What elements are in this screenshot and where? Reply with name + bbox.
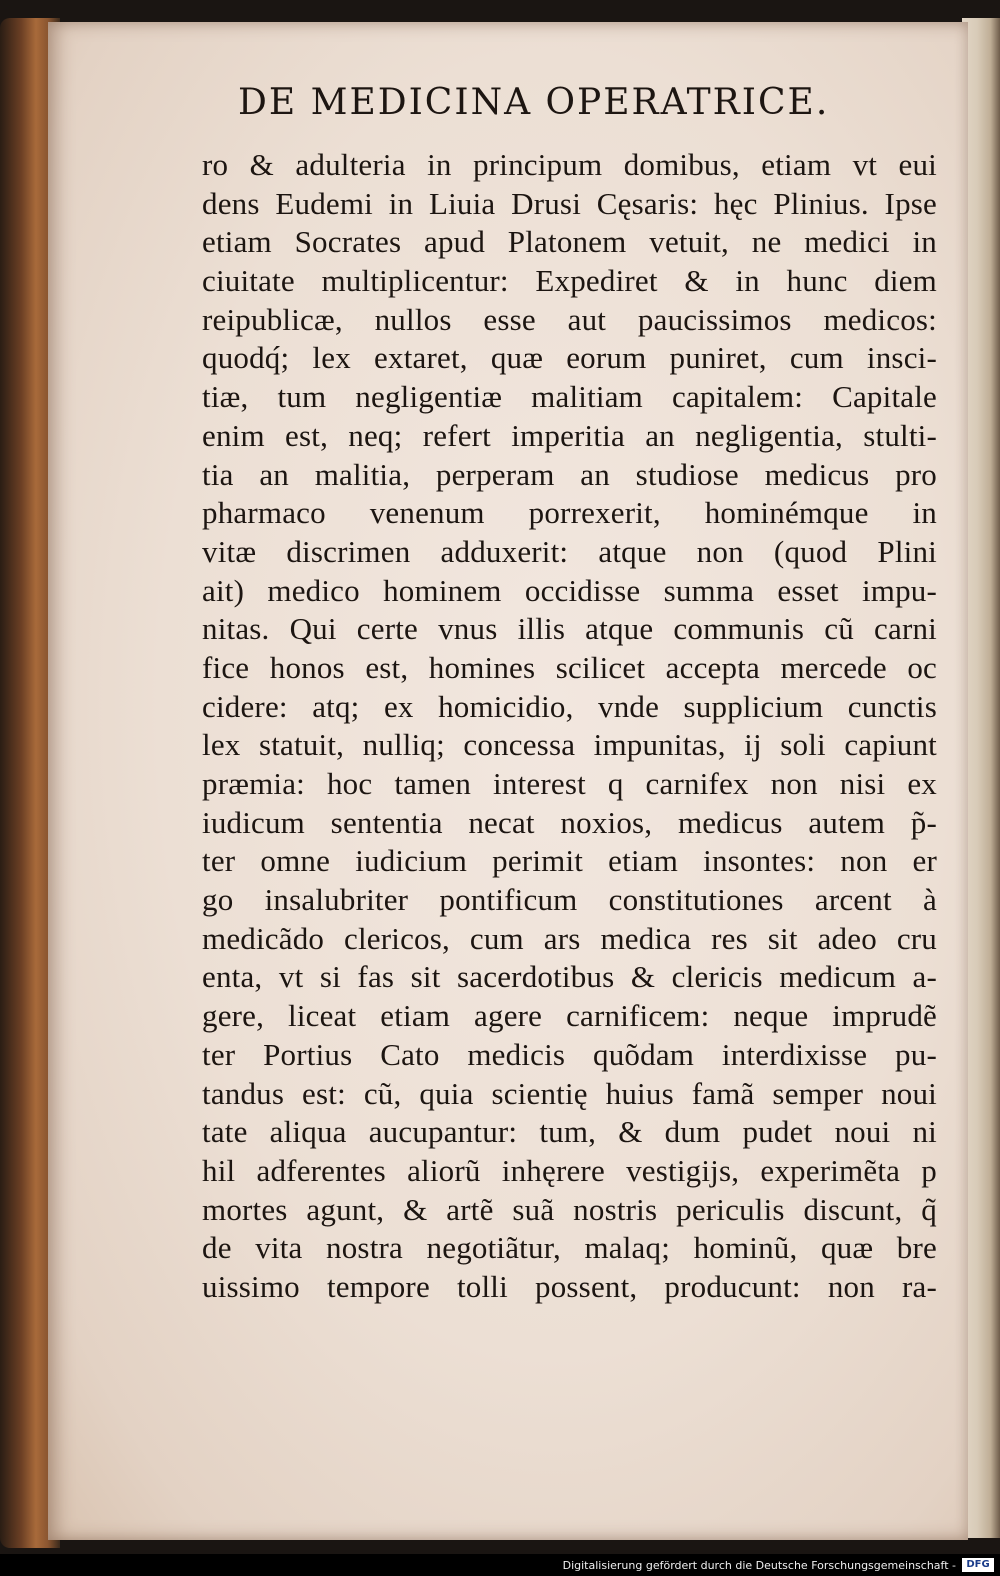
text-line: hil adferentes aliorũ inhęrere vestigijs, experimẽta p	[202, 1152, 937, 1188]
text-line: ter Portius Cato medicis quõdam interdixisse pu-	[202, 1036, 937, 1072]
text-line: uissimo tempore tolli possent, producunt: non ra-	[202, 1268, 937, 1304]
text-line: ro & adulteria in principum domibus, etiam vt eui	[202, 147, 937, 182]
text-line: tate aliqua aucupantur: tum, & dum pudet noui ni	[202, 1114, 937, 1150]
text-line: ter omne iudicium perimit etiam insontes: non er	[202, 843, 937, 879]
text-line: reipublicæ, nullos esse aut paucissimos medicos:	[202, 301, 937, 337]
text-line: medicãdo clericos, cum ars medica res sit adeo cru	[202, 920, 937, 956]
text-line: quodq́; lex extaret, quæ eorum puniret, cum insci-	[202, 340, 937, 376]
text-line: lex statuit, nulliq; concessa impunitas, ij soli capiunt	[202, 727, 937, 763]
text-line: de vita nostra negotiãtur, malaq; hominũ, quæ bre	[202, 1230, 937, 1266]
text-line: pharmaco venenum porrexerit, hominémque in	[202, 495, 937, 531]
text-line: enim est, neq; refert imperitia an negligentia, stulti-	[202, 417, 937, 453]
text-line: tandus est: cũ, quia scientię huius famã semper noui	[202, 1075, 937, 1111]
running-head: DE MEDICINA OPERATRICE.	[238, 82, 830, 123]
text-line: iudicum sententia necat noxios, medicus autem p̃-	[202, 804, 937, 840]
footer-bar	[0, 1554, 1000, 1576]
text-line: fice honos est, homines scilicet accepta mercede oc	[202, 649, 937, 685]
text-line: dens Eudemi in Liuia Drusi Cęsaris: hęc Plinius. Ipse	[202, 185, 937, 221]
text-line: enta, vt si fas sit sacerdotibus & clericis medicum a-	[202, 959, 937, 995]
text-line: go insalubriter pontificum constitutiones arcent à	[202, 882, 937, 918]
text-line: etiam Socrates apud Platonem vetuit, ne medici in	[202, 224, 937, 260]
text-line: nitas. Qui certe vnus illis atque communis cũ carni	[202, 611, 937, 647]
text-line: tiæ, tum negligentiæ malitiam capitalem: Capitale	[202, 379, 937, 415]
text-line: ait) medico hominem occidisse summa esset impu-	[202, 572, 937, 608]
text-line: tia an malitia, perperam an studiose medicus pro	[202, 456, 937, 492]
text-line: mortes agunt, & artẽ suã nostris periculis discunt, q̃	[202, 1191, 937, 1227]
text-line: cidere: atq; ex homicidio, vnde supplicium cunctis	[202, 688, 937, 724]
text-line: præmia: hoc tamen interest q carnifex non nisi ex	[202, 766, 937, 801]
text-line: gere, liceat etiam agere carnificem: neque imprudẽ	[202, 998, 937, 1034]
dfg-logo: DFG	[962, 1558, 994, 1572]
text-line: vitæ discrimen adduxerit: atque non (quod Plini	[202, 533, 937, 569]
text-line: ciuitate multiplicentur: Expediret & in hunc diem	[202, 263, 937, 299]
digitization-credit: Digitalisierung gefördert durch die Deutsche Forschungsgemeinschaft -	[562, 1559, 956, 1572]
body-text	[202, 146, 937, 1307]
